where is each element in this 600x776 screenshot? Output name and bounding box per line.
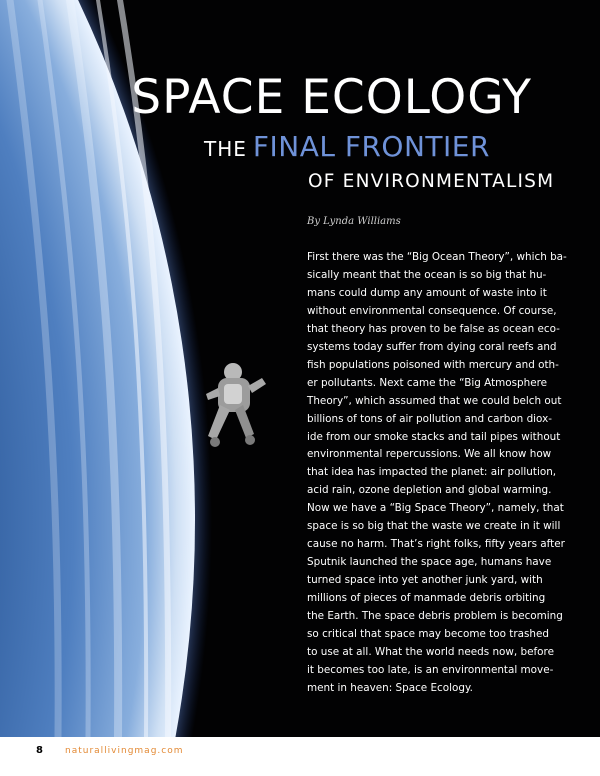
article-subtitle [204,130,490,166]
astronaut-figure [206,363,266,447]
page-footer [0,737,600,776]
body-line: Now we have a “Big Space Theory”, namely, that [307,502,564,515]
article-body [307,249,567,698]
body-line: environmental repercussions. We all know how [307,448,552,461]
body-line: the Earth. The space debris problem is becoming [307,610,563,623]
body-line: Theory”, which assumed that we could belch out [307,394,562,407]
body-line: First there was the “Big Ocean Theory”, which ba- [307,251,567,263]
subtitle-environmentalism: OF ENVIRONMENTALISM [308,171,555,192]
website-link[interactable]: naturallivingmag.com [65,746,184,756]
body-line: systems today suffer from dying coral reefs and [307,340,557,353]
body-line: that idea has impacted the planet: air pollution, [307,466,557,479]
body-line: millions of pieces of manmade debris orbiting [307,592,546,605]
body-line: it becomes too late, is an environmental move- [307,663,554,676]
body-line: ide from our smoke stacks and tail pipes without [307,430,561,443]
byline: By Lynda Williams [307,216,401,227]
subtitle-final-frontier: FINAL FRONTIER [252,130,490,163]
body-line: billions of tons of air pollution and carbon diox- [307,412,552,425]
body-line: turned space into yet another junk yard, with [307,574,543,587]
body-line: so critical that space may become too trashed [307,628,549,641]
body-line: mans could dump any amount of waste into it [307,286,547,299]
page-number: 8 [36,745,43,756]
article-title: SPACE ECOLOGY [131,70,532,125]
body-line: fish populations poisoned with mercury and oth- [307,358,559,371]
body-line: Sputnik launched the space age, humans have [307,556,552,569]
body-line: that theory has proven to be false as ocean eco- [307,322,560,335]
body-line: er pollutants. Next came the “Big Atmosphere [307,376,548,389]
body-line: space is so big that the waste we create in it will [307,520,561,533]
subtitle-the: THE [204,137,247,161]
body-line: sically meant that the ocean is so big that hu- [307,268,547,281]
body-line: without environmental consequence. Of course, [307,304,557,317]
body-line: to use at all. What the world needs now, before [307,645,554,658]
body-line: cause no harm. That’s right folks, fifty years after [307,538,565,551]
body-line: acid rain, ozone depletion and global warming. [307,484,552,497]
body-line: ment in heaven: Space Ecology. [307,681,473,694]
